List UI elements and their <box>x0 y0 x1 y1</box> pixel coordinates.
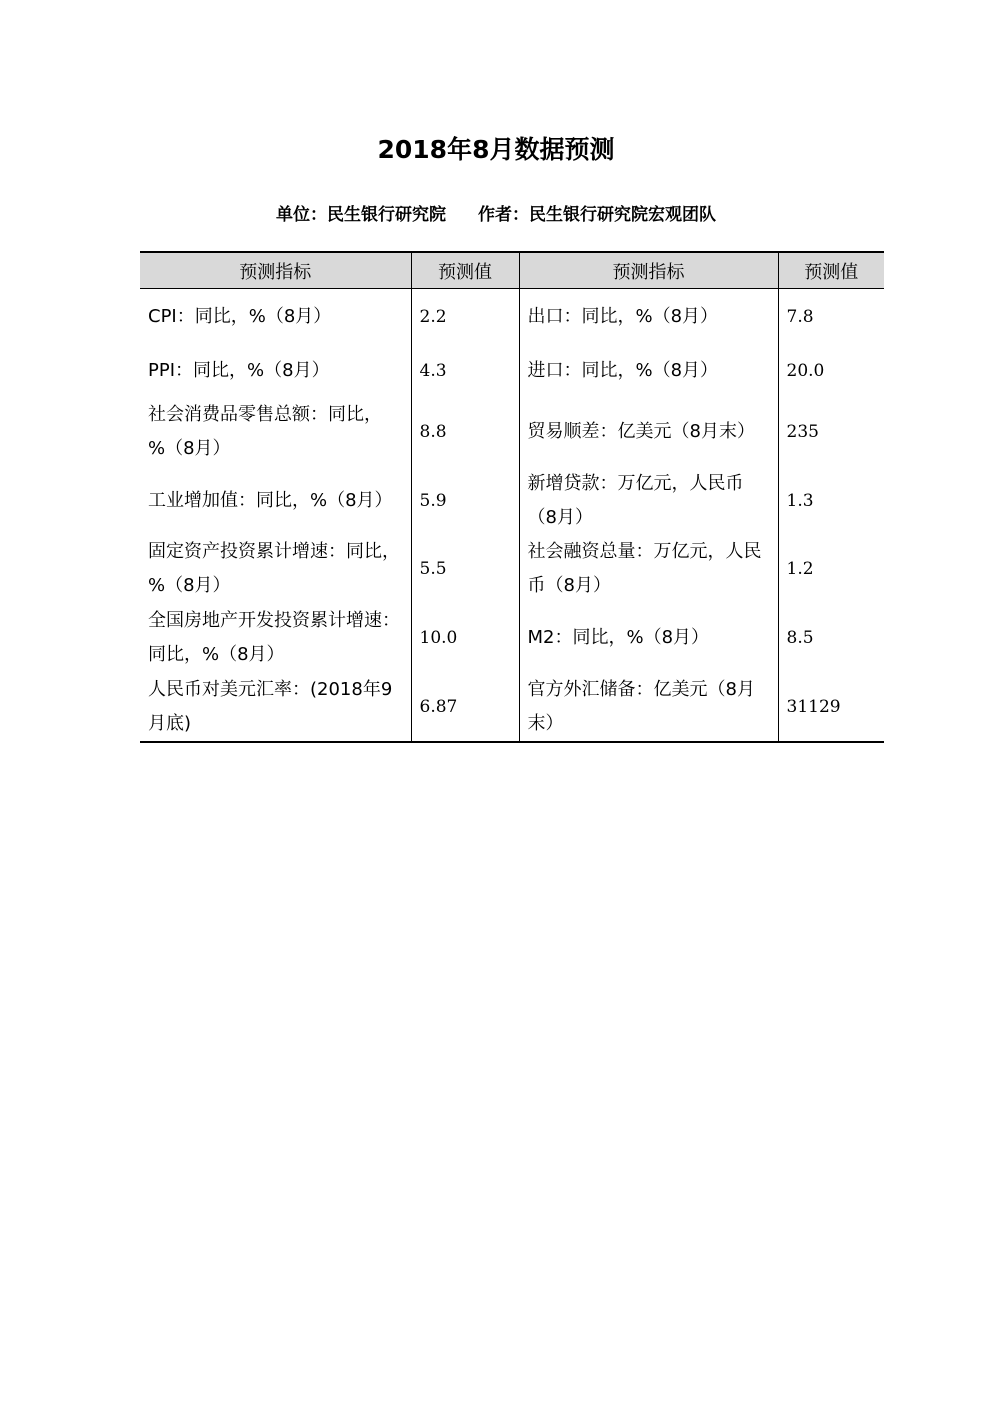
value-cell: 6.87 <box>411 673 519 742</box>
value-cell: 4.3 <box>411 345 519 397</box>
value-cell: 8.8 <box>411 397 519 467</box>
indicator-cell: 社会消费品零售总额：同比，%（8月） <box>148 404 382 459</box>
header-value-left: 预测值 <box>411 252 519 289</box>
value-cell: 1.3 <box>778 467 884 535</box>
header-value-right: 预测值 <box>778 252 884 289</box>
indicator-cell: 人民币对美元汇率：(2018年9月底) <box>148 679 393 734</box>
value-cell: 20.0 <box>778 345 884 397</box>
header-indicator-left: 预测指标 <box>140 252 411 289</box>
table-row <box>140 289 884 346</box>
indicator-cell: 社会融资总量：万亿元，人民币（8月） <box>519 535 778 603</box>
indicator-cell: 全国房地产开发投资累计增速：同比，%（8月） <box>148 610 400 665</box>
indicator-cell: 官方外汇储备：亿美元（8月末） <box>519 673 778 742</box>
unit-label: 单位：民生银行研究院 <box>276 205 446 225</box>
indicator-cell: PPI：同比，%（8月） <box>148 360 330 381</box>
value-cell: 1.2 <box>778 535 884 603</box>
value-cell: 5.5 <box>411 535 519 603</box>
indicator-cell: 工业增加值：同比，%（8月） <box>148 490 393 511</box>
value-cell: 235 <box>778 397 884 467</box>
indicator-cell: 出口：同比，%（8月） <box>519 289 778 346</box>
value-cell: 5.9 <box>411 467 519 535</box>
value-cell: 10.0 <box>411 603 519 673</box>
table-row <box>140 603 884 673</box>
value-cell: 31129 <box>778 673 884 742</box>
indicator-cell: 新增贷款：万亿元，人民币（8月） <box>519 467 778 535</box>
indicator-cell: M2：同比，%（8月） <box>519 603 778 673</box>
value-cell: 8.5 <box>778 603 884 673</box>
indicator-cell: 进口：同比，%（8月） <box>519 345 778 397</box>
indicator-cell: 贸易顺差：亿美元（8月末） <box>519 397 778 467</box>
table-row <box>140 397 884 467</box>
page-title: 2018年8月数据预测 <box>377 135 615 164</box>
value-cell: 7.8 <box>778 289 884 346</box>
table-row <box>140 345 884 397</box>
header-indicator-right: 预测指标 <box>519 252 778 289</box>
value-cell: 2.2 <box>411 289 519 346</box>
table-row <box>140 673 884 742</box>
indicator-cell: 固定资产投资累计增速：同比，%（8月） <box>148 541 400 596</box>
byline <box>0 200 992 225</box>
forecast-table <box>140 251 884 743</box>
indicator-cell: CPI：同比，%（8月） <box>148 306 332 327</box>
author-label: 作者：民生银行研究院宏观团队 <box>478 205 716 225</box>
table-header-row <box>140 252 884 289</box>
table-row <box>140 535 884 603</box>
table-row <box>140 467 884 535</box>
